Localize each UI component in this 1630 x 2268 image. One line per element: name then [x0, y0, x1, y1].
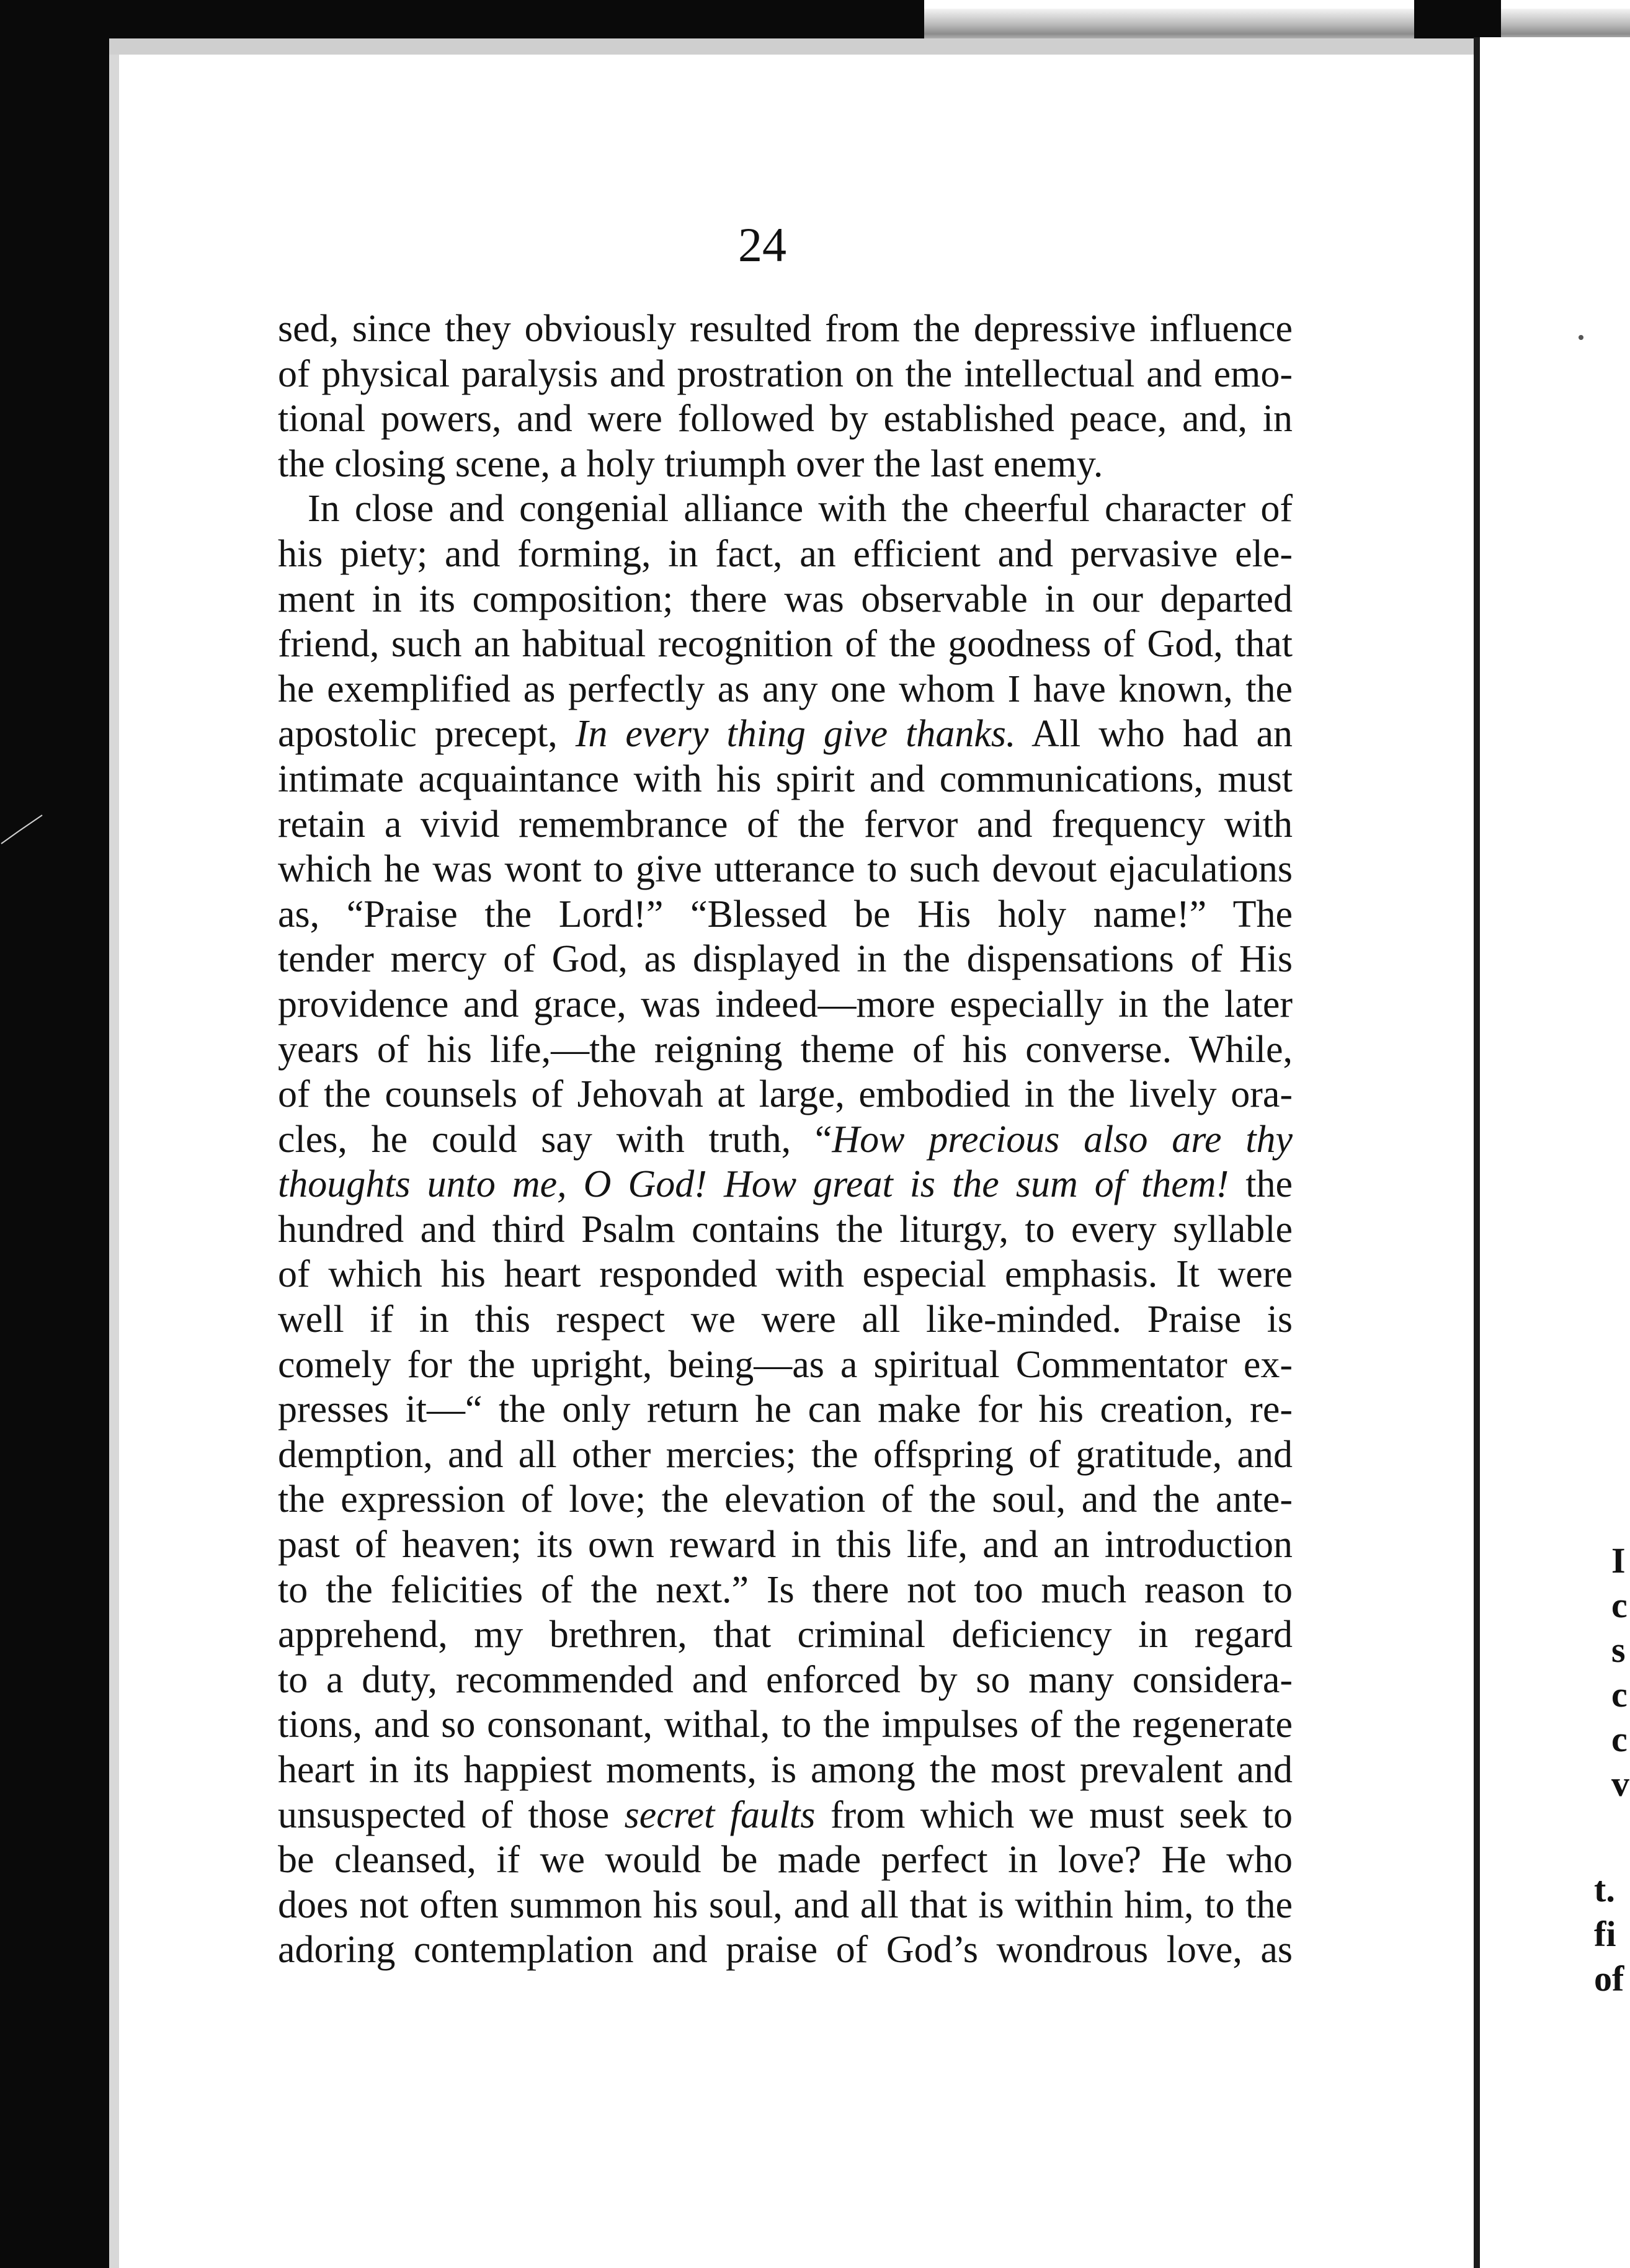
text-span: past of heaven; its own reward in this life, and an introduction [278, 1524, 1293, 1566]
text-line-10 [278, 712, 1293, 757]
text-span: which he was wont to give utterance to such devout ejaculations [278, 848, 1293, 891]
top-left-dark-margin [0, 0, 924, 38]
text-line-12 [278, 802, 1293, 847]
text-line-32 [278, 1702, 1293, 1748]
text-line-26 [278, 1432, 1293, 1478]
text-line-31 [278, 1658, 1293, 1703]
text-line-2 [278, 352, 1293, 397]
text-span: tional powers, and were followed by established peace, and, in [278, 398, 1293, 440]
text-span: does not often summon his soul, and all that is within him, to the [278, 1883, 1293, 1926]
text-span: intimate acquaintance with his spirit and communications, must [278, 757, 1293, 800]
fragment: c [1611, 1719, 1628, 1759]
adjacent-page-text-fragments [1611, 1538, 1630, 1806]
text-line-9 [278, 667, 1293, 712]
text-line-13 [278, 847, 1293, 892]
text-span: to a duty, recommended and enforced by so many considera- [278, 1658, 1293, 1701]
text-line-33 [278, 1748, 1293, 1793]
italic-text-span: How precious also are thy [832, 1118, 1293, 1161]
text-span: tions, and so consonant, withal, to the impulses of the regenerate [278, 1703, 1293, 1746]
text-line-35 [278, 1837, 1293, 1883]
text-span: demption, and all other mercies; the offspring of gratitude, and [278, 1433, 1293, 1476]
text-span: In close and congenial alliance with the cheerful character of [308, 488, 1293, 530]
italic-text-span: thoughts unto me, O God! How great is the sum of them! [278, 1163, 1229, 1206]
fragment: c [1611, 1585, 1628, 1625]
text-span: the closing scene, a holy triumph over the last enemy. [278, 442, 1103, 485]
text-line-27 [278, 1477, 1293, 1522]
text-span: to the felicities of the next.” Is there not too much reason to [278, 1568, 1293, 1611]
text-line-24 [278, 1342, 1293, 1388]
margin-scratch-mark [0, 813, 43, 850]
text-line-6 [278, 532, 1293, 577]
fragment: of [1594, 1958, 1624, 1999]
text-span: the [1229, 1163, 1293, 1206]
dust-speck [1579, 335, 1583, 340]
text-line-8 [278, 622, 1293, 667]
text-span: providence and grace, was indeed—more especially in the later [278, 983, 1293, 1025]
fragment: s [1611, 1630, 1626, 1670]
text-span: from which we must seek to [815, 1793, 1293, 1836]
text-span: ment in its composition; there was observable in our departed [278, 578, 1293, 620]
italic-text-span: secret faults [624, 1793, 816, 1836]
text-span: well if in this respect we were all like-minded. Praise is [278, 1298, 1293, 1341]
left-dark-margin [0, 38, 109, 2268]
text-span: comely for the upright, being—as a spiritual Commentator ex- [278, 1343, 1293, 1386]
text-line-29 [278, 1568, 1293, 1613]
text-line-20 [278, 1162, 1293, 1207]
text-span: of which his heart responded with especial emphasis. It were [278, 1253, 1293, 1296]
text-span: of the counsels of Jehovah at large, embodied in the lively ora- [278, 1073, 1293, 1116]
text-line-7 [278, 577, 1293, 622]
text-span: friend, such an habitual recognition of the goodness of God, that [278, 623, 1293, 666]
text-line-30 [278, 1612, 1293, 1658]
text-span: as, “Praise the Lord!” “Blessed be His holy name!” The [278, 893, 1293, 935]
text-line-19 [278, 1117, 1293, 1163]
text-line-36 [278, 1883, 1293, 1928]
text-line-23 [278, 1297, 1293, 1342]
body-text [278, 306, 1293, 1973]
page-number: 24 [738, 218, 786, 272]
text-span: retain a vivid remembrance of the fervor and frequency with [278, 803, 1293, 846]
text-line-5 [278, 486, 1293, 532]
text-line-34 [278, 1793, 1293, 1838]
text-span: presses it—“ the only return he can make for his creation, re- [278, 1388, 1293, 1431]
text-span: adoring contemplation and praise of God’s wondrous love, as [278, 1929, 1293, 1971]
text-line-21 [278, 1207, 1293, 1252]
text-span: apostolic precept, [278, 713, 576, 756]
text-line-3 [278, 396, 1293, 442]
text-span: heart in its happiest moments, is among the most prevalent and [278, 1749, 1293, 1791]
text-line-15 [278, 937, 1293, 982]
adjacent-page-text-fragments-lower [1594, 1867, 1630, 2001]
text-span: the expression of love; the elevation of the soul, and the ante- [278, 1478, 1293, 1521]
text-line-11 [278, 757, 1293, 802]
text-span: his piety; and forming, in fact, an efficient and pervasive ele- [278, 532, 1293, 575]
text-line-17 [278, 1027, 1293, 1073]
text-span: of physical paralysis and prostration on the intellectual and emo- [278, 352, 1293, 395]
text-line-16 [278, 982, 1293, 1027]
fragment: c [1611, 1674, 1628, 1715]
text-span: All who had an [1015, 713, 1293, 756]
fragment: v [1611, 1764, 1629, 1804]
text-line-14 [278, 892, 1293, 937]
text-line-1 [278, 306, 1293, 352]
text-line-28 [278, 1522, 1293, 1568]
text-span: years of his life,—the reigning theme of his converse. While, [278, 1028, 1293, 1071]
page-gutter [1474, 37, 1480, 2268]
text-span: he exemplified as perfectly as any one whom I have known, the [278, 667, 1293, 710]
fragment: fi [1594, 1914, 1616, 1954]
text-span: be cleansed, if we would be made perfect in love? He who [278, 1839, 1293, 1882]
text-span: cles, he could say with truth, “ [278, 1118, 832, 1161]
text-span: apprehend, my brethren, that criminal deficiency in regard [278, 1614, 1293, 1656]
text-line-37 [278, 1927, 1293, 1973]
text-span: hundred and third Psalm contains the liturgy, to every syllable [278, 1208, 1293, 1251]
text-span: unsuspected of those [278, 1793, 625, 1836]
text-line-18 [278, 1072, 1293, 1117]
text-line-25 [278, 1387, 1293, 1432]
top-page-edge [109, 38, 1474, 55]
text-line-22 [278, 1252, 1293, 1297]
text-span: sed, since they obviously resulted from the depressive influence [278, 308, 1293, 350]
text-span: tender mercy of God, as displayed in the dispensations of His [278, 938, 1293, 981]
fragment: t. [1594, 1869, 1615, 1909]
text-line-4 [278, 442, 1293, 487]
fragment: I [1611, 1540, 1626, 1581]
italic-text-span: In every thing give thanks. [575, 713, 1016, 756]
